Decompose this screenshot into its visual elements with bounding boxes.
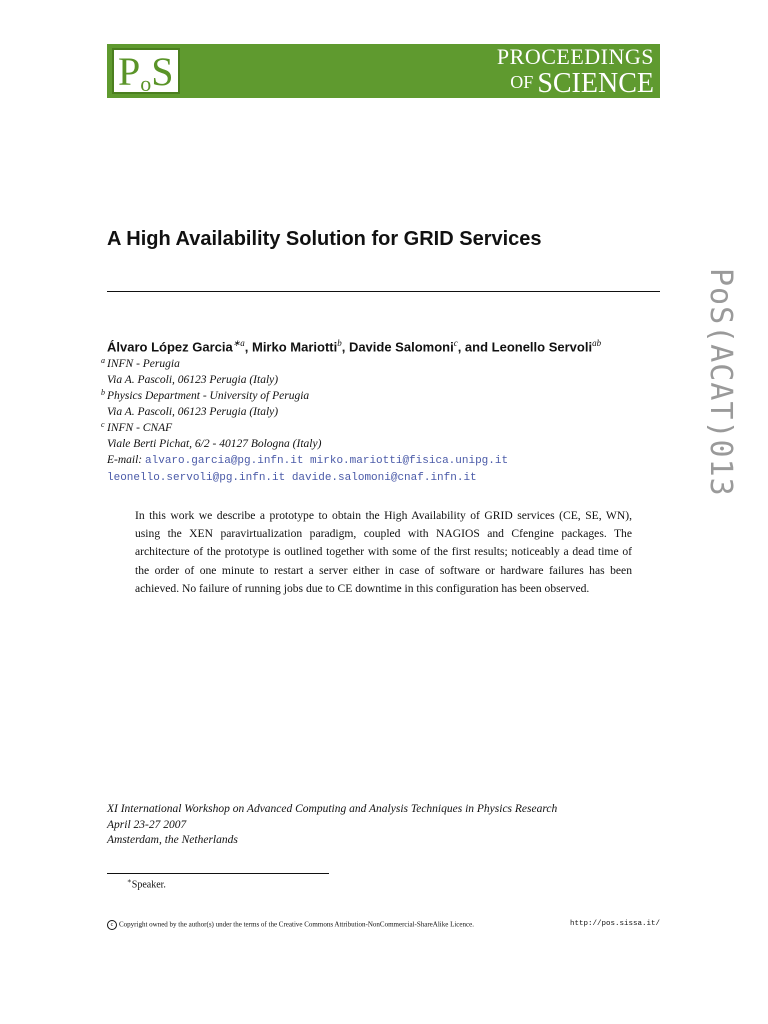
- pos-side-identifier: PoS(ACAT)013: [703, 268, 738, 497]
- author-list: [107, 338, 601, 354]
- author-name: , Davide Salomoni: [341, 339, 454, 355]
- author-name: , and Leonello Servoli: [457, 339, 593, 355]
- abstract: In this work we describe a prototype to obtain the High Availability of GRID services (CE, SE, WN), using the XEN paravirtualization paradigm, coupled with NAGIOS and Cfengine packages. The architecture of the prototype is outlined together with some of the first results; noticeably a dead time of the order of one minute to restart a server either in case of software or hardware failures has been achieved. No failure of running jobs due to CE downtime in this configuration has been observed.: [135, 509, 632, 595]
- pos-logo-text: PoS: [118, 49, 174, 96]
- author-affiliation-mark: ∗a: [232, 338, 245, 348]
- author-affiliation-mark: b: [337, 338, 342, 348]
- email-addresses[interactable]: alvaro.garcia@pg.infn.it mirko.mariotti@fisica.unipg.it: [145, 455, 509, 467]
- conference-info: [107, 802, 557, 849]
- email-label: E-mail:: [107, 454, 143, 466]
- affiliation-a-name: a INFN - Perugia: [101, 356, 180, 370]
- affiliation-a-address: Via A. Pascoli, 06123 Perugia (Italy): [107, 374, 279, 386]
- email-line: [107, 469, 508, 486]
- of-science-label: OF SCIENCE: [510, 68, 654, 99]
- conference-date: April 23-27 2007: [107, 818, 187, 831]
- affiliation-b-name: b Physics Department - University of Perugia: [101, 388, 310, 402]
- affiliation-b-address: Via A. Pascoli, 06123 Perugia (Italy): [107, 406, 279, 418]
- title-divider: [107, 291, 660, 292]
- email-addresses[interactable]: leonello.servoli@pg.infn.it davide.salomoni@cnaf.infn.it: [107, 472, 477, 484]
- author-affiliation-mark: c: [453, 338, 458, 348]
- copyright-notice: c Copyright owned by the author(s) under the terms of the Creative Commons Attribution-NonCommercial-ShareAlike Licence.: [107, 920, 474, 930]
- footnote: ∗Speaker.: [127, 877, 166, 891]
- pos-logo: [112, 48, 180, 94]
- footnote-divider: [107, 873, 329, 874]
- author-name: Álvaro López Garcia: [107, 339, 233, 355]
- affiliation-c-address: Viale Berti Pichat, 6/2 - 40127 Bologna (Italy): [107, 438, 322, 450]
- conference-name: XI International Workshop on Advanced Computing and Analysis Techniques in Physics Research: [107, 803, 558, 815]
- pos-header-banner: [107, 44, 660, 98]
- affiliations: [101, 356, 509, 486]
- author-affiliation-mark: ab: [592, 338, 602, 348]
- paper-title: A High Availability Solution for GRID Services: [107, 228, 542, 250]
- pos-url-link[interactable]: http://pos.sissa.it/: [569, 920, 660, 928]
- author-name: , Mirko Mariotti: [244, 339, 338, 355]
- affiliation-c-name: c INFN - CNAF: [101, 420, 173, 434]
- copyright-icon: c: [107, 920, 117, 930]
- proceedings-label: PROCEEDINGS: [496, 44, 654, 69]
- proceedings-of-science-title: [497, 46, 654, 98]
- email-line: [107, 452, 508, 469]
- conference-place: Amsterdam, the Netherlands: [107, 834, 238, 846]
